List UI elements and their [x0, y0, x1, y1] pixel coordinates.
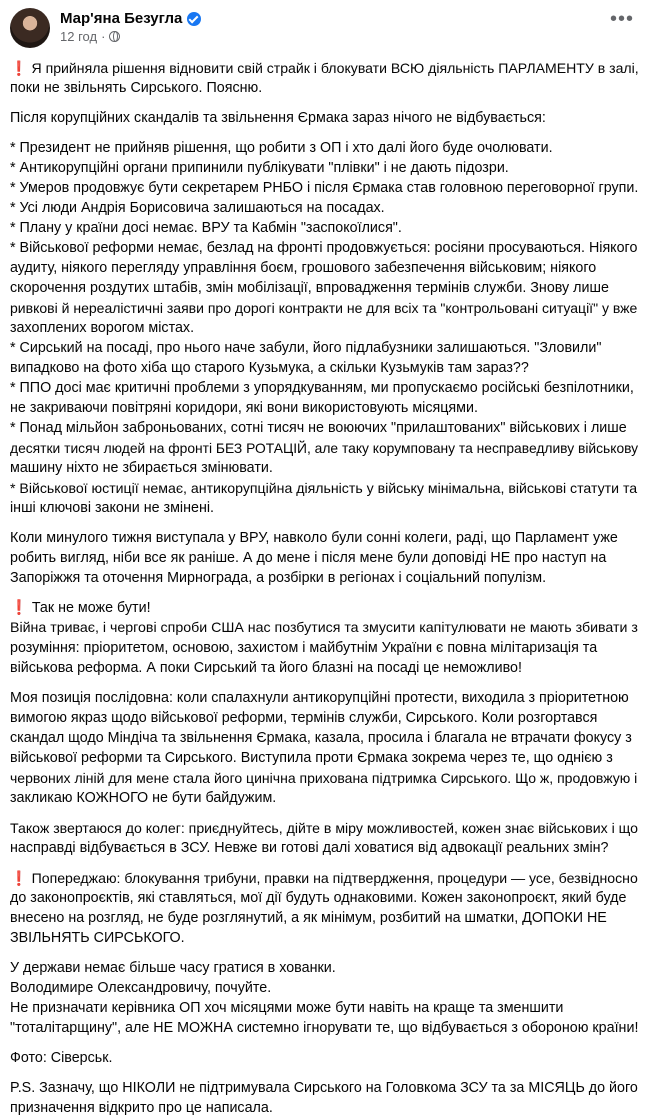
text-line	[10, 138, 638, 158]
red-exclamation-icon: ❗	[10, 600, 28, 616]
text-line	[10, 838, 638, 858]
text-line	[10, 548, 638, 568]
text-line	[10, 748, 638, 768]
text-line	[10, 928, 638, 948]
text-line-content: Після корупційних скандалів та звільнення Єрмака зараз нічого не відбувається:	[10, 110, 546, 126]
text-line	[10, 998, 638, 1018]
post-paragraph	[10, 818, 638, 858]
text-line-content: аудиту, ніякого перегляду управління боєм, грошового забезпечення військовим; ніякого	[10, 260, 597, 276]
text-line	[10, 1018, 638, 1038]
post-body	[10, 58, 638, 1118]
text-line	[10, 1098, 638, 1118]
post-paragraph	[10, 688, 638, 808]
text-line	[10, 868, 638, 888]
text-line	[10, 158, 638, 178]
text-line	[10, 978, 638, 998]
text-line-content: інші ключові закони не змінені.	[10, 500, 214, 516]
text-line	[10, 788, 638, 808]
text-line-content: * Антикорупційні органи припинили публікувати "плівки" і не дають підозри.	[10, 160, 509, 176]
text-line	[10, 438, 638, 458]
post-timestamp[interactable]: 12 год	[60, 29, 98, 44]
text-line	[10, 358, 638, 378]
post-header	[10, 8, 638, 58]
text-line	[10, 278, 638, 298]
text-line	[10, 478, 638, 498]
text-line	[10, 768, 638, 788]
text-line-content: захоплених ворогом містах.	[10, 320, 195, 336]
text-line	[10, 498, 638, 518]
text-line-content: * Понад мільйон заброньованих, сотні тисяч не воюючих "прилаштованих" військових і лише	[10, 420, 627, 436]
text-line-content: насправді відбувається в ЗСУ. Невже ви готові далі ховатися від адвокації реальних змін?	[10, 840, 609, 856]
text-line-content: Я прийняла рішення відновити свій страйк і блокувати ВСЮ діяльність ПАРЛАМЕНТУ в залі,	[31, 60, 639, 76]
text-line	[10, 688, 638, 708]
text-line-content: Війна триває, і чергові спроби США нас позбутися та змусити капітулювати не мають збивати з	[10, 620, 638, 636]
post-meta	[60, 8, 638, 44]
text-line-content: десятки тисяч людей на фронті БЕЗ РОТАЦІЙ, але таку корумповану та несправедливу військову	[10, 440, 639, 456]
text-line-content: робить вигляд, ніби все як раніше. А до мене і після мене були доповіді НЕ про наступ на	[10, 550, 607, 566]
post-paragraph	[10, 58, 638, 98]
text-line	[10, 298, 638, 318]
text-line	[10, 568, 638, 588]
text-line-content: Запоріжжя та оточення Мирнограда, а розбірки в регіонах і соціальний популізм.	[10, 570, 547, 586]
post-paragraph	[10, 138, 638, 518]
avatar[interactable]	[10, 8, 50, 48]
text-line-content: Володимире Олександровичу, почуйте.	[10, 980, 272, 996]
more-options-icon[interactable]: •••	[609, 8, 634, 30]
text-line-content: випадково на фото хіба що старого Кузьмука, а скільки Кузьмуків там зараз??	[10, 360, 529, 376]
text-line-content: Так не може бути!	[31, 600, 151, 616]
text-line	[10, 908, 638, 928]
text-line	[10, 728, 638, 748]
text-line	[10, 708, 638, 728]
text-line-content: червоних ліній для мене стала його цинічна прихована підтримка Сирського. Що ж, продовжую і	[10, 770, 638, 786]
text-line	[10, 58, 638, 78]
text-line	[10, 1048, 638, 1068]
text-line-content: поки не звільнять Сирського. Поясню.	[10, 80, 263, 96]
text-line	[10, 1078, 638, 1098]
text-line	[10, 528, 638, 548]
text-line	[10, 108, 638, 128]
text-line-content: * Умеров продовжує бути секретарем РНБО і після Єрмака став головною переговорної групи.	[10, 180, 639, 196]
post-paragraph	[10, 108, 638, 128]
text-line-content: Фото: Сіверськ.	[10, 1050, 113, 1066]
separator-dot: ·	[101, 29, 106, 44]
text-line-content: внесено на розгляд, не буде розглянутий, а як мінімум, розбитий на шматки, ДОПОКИ НЕ	[10, 910, 607, 926]
text-line-content: закликаю КОЖНОГО не бути байдужим.	[10, 790, 277, 806]
text-line	[10, 218, 638, 238]
post-paragraph	[10, 528, 638, 588]
text-line-content: розуміння: пріоритетом, основою, захистом і майбутнім України є повна мілітаризація та	[10, 640, 598, 656]
text-line	[10, 418, 638, 438]
text-line-content: скорочення роздутих штабів, змін мобілізації, впровадження термінів служби. Знову лише	[10, 280, 609, 296]
text-line	[10, 598, 638, 618]
text-line	[10, 238, 638, 258]
text-line	[10, 958, 638, 978]
text-line-content: * ППО досі має критичні проблеми з упорядкуванням, ми пропускаємо російські безпілотники,	[10, 380, 634, 396]
text-line-content: призначення відкрито про це написала.	[10, 1100, 273, 1116]
globe-icon[interactable]	[109, 31, 120, 42]
text-line-content: * Військової юстиції немає, антикорупційна діяльність у війську мінімальна, військові статути та	[10, 480, 638, 496]
post-paragraph	[10, 1048, 638, 1068]
text-line-content: "тоталітарщину", але НЕ МОЖНА системно ігнорувати те, що відбувається з обороною країни!	[10, 1020, 639, 1036]
text-line	[10, 658, 638, 678]
text-line	[10, 78, 638, 98]
post-paragraph	[10, 958, 638, 1038]
post-paragraph	[10, 598, 638, 678]
text-line-content: Моя позиція послідовна: коли спалахнули антикорупційні протести, виходила з пріоритетною	[10, 690, 629, 706]
text-line-content: військової реформи та Сирського. Виступила проти Єрмака зокрема через те, що однією з	[10, 750, 613, 766]
text-line-content: * Військової реформи немає, безлад на фронті продовжується: росіяни просуваються. Ніякого	[10, 240, 638, 256]
text-line	[10, 618, 638, 638]
author-name[interactable]: Мар'яна Безугла	[60, 10, 183, 27]
text-line-content: P.S. Зазначу, що НІКОЛИ не підтримувала Сирського на Головкома ЗСУ та за МІСЯЦЬ до його	[10, 1080, 638, 1096]
text-line-content: Попереджаю: блокування трибуни, правки на підтвердження, процедури — усе, безвідносно	[31, 870, 638, 886]
text-line	[10, 198, 638, 218]
text-line-content: У держави немає більше часу гратися в хованки.	[10, 960, 336, 976]
text-line	[10, 888, 638, 908]
text-line	[10, 398, 638, 418]
text-line-content: Коли минулого тижня виступала у ВРУ, навколо були сонні колеги, раді, що Парламент уже	[10, 530, 618, 546]
text-line-content: * Усі люди Андрія Борисовича залишаються на посадах.	[10, 200, 385, 216]
post-paragraph	[10, 1078, 638, 1118]
red-exclamation-icon: ❗	[10, 60, 28, 76]
verified-badge-icon	[187, 12, 201, 26]
text-line-content: ЗВІЛЬНЯТЬ СИРСЬКОГО.	[10, 930, 185, 946]
text-line	[10, 458, 638, 478]
text-line	[10, 258, 638, 278]
text-line-content: не закриваючи повітряні коридори, які вони використовують місяцями.	[10, 400, 478, 416]
text-line	[10, 178, 638, 198]
post-paragraph	[10, 868, 638, 948]
text-line-content: * Президент не прийняв рішення, що робити з ОП і хто далі його буде очолювати.	[10, 140, 553, 156]
text-line	[10, 338, 638, 358]
text-line-content: Не призначати керівника ОП хоч місяцями може бути навіть на краще та зменшити	[10, 1000, 564, 1016]
text-line	[10, 818, 638, 838]
text-line-content: вимогою якраз щодо військової реформи, термінів служби, Сирського. Коли розгортався	[10, 710, 598, 726]
text-line	[10, 318, 638, 338]
text-line	[10, 638, 638, 658]
text-line-content: машину ніхто не збирається змінювати.	[10, 460, 273, 476]
text-line-content: до законопроєктів, які ставляться, мої дії будуть однаковими. Кожен законопроєкт, який буде	[10, 890, 627, 906]
text-line-content: військова реформа. А поки Сирський та його блазні на посаді це неможливо!	[10, 660, 522, 676]
red-exclamation-icon: ❗	[10, 870, 28, 886]
text-line-content: ривкові й нереалістичні заяви про дорогі контракти не для всіх та "контрольовані ситуації" у вже	[10, 300, 638, 316]
text-line-content: скандал щодо Міндіча та звільнення Єрмака, казала, просила і благала не втрачати фокусу з	[10, 730, 632, 746]
text-line	[10, 378, 638, 398]
text-line-content: * Плану у країни досі немає. ВРУ та Кабмін "заспокоїлися".	[10, 220, 402, 236]
text-line-content: * Сирський на посаді, про нього наче забули, його підлабузники залишаються. "Зловили"	[10, 340, 602, 356]
text-line-content: Також звертаюся до колег: приєднуйтесь, дійте в міру можливостей, кожен знає військових і що	[10, 820, 638, 836]
